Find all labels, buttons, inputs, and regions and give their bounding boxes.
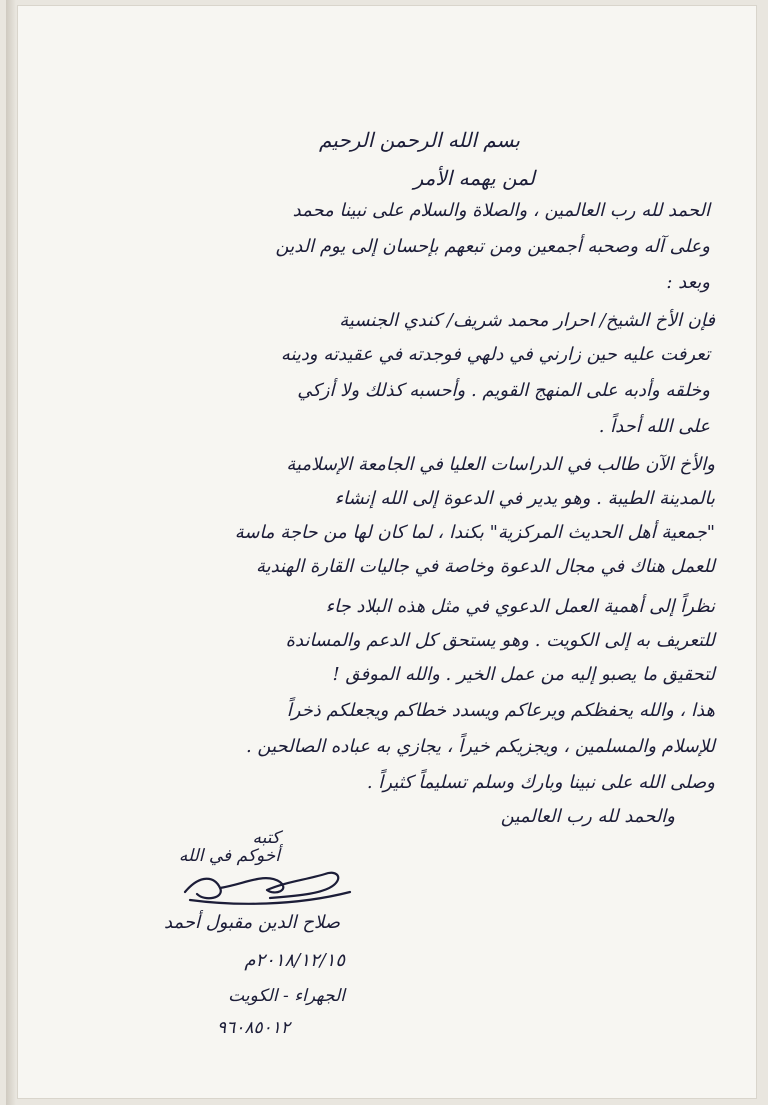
letter-line: على الله أحداً .: [598, 416, 710, 437]
letter-date: ٢٠١٨/١٢/١٥م: [244, 950, 345, 971]
sender-brother: أخوكم في الله: [178, 846, 280, 866]
letter-line: لتحقيق ما يصبو إليه من عمل الخير . والله الموفق !: [332, 664, 715, 685]
letter-line: وبعد :: [666, 272, 710, 293]
letter-line: للعمل هناك في مجال الدعوة وخاصة في جاليات القارة الهندية: [255, 556, 715, 577]
letter-line: "جمعية أهل الحديث المركزية" بكندا ، لما كان لها من حاجة ماسة: [234, 522, 715, 543]
letter-line: تعرفت عليه حين زارني في دلهي فوجدته في عقيدته ودينه: [280, 344, 710, 365]
written-by: كتبه: [252, 828, 280, 848]
letter-line: فإن الأخ الشيخ/ احرار محمد شريف/ كندي الجنسية: [339, 310, 715, 331]
letter-line: بالمدينة الطيبة . وهو يدير في الدعوة إلى الله إنشاء: [334, 488, 715, 509]
letter-line: نظراً إلى أهمية العمل الدعوي في مثل هذه البلاد جاء: [325, 596, 715, 617]
signatory-name: صلاح الدين مقبول أحمد: [164, 912, 340, 933]
letter-line: وخلقه وأدبه على المنهج القويم . وأحسبه كذلك ولا أزكي: [297, 380, 710, 401]
letter-line: وعلى آله وصحبه أجمعين ومن تبعهم بإحسان إلى يوم الدين: [275, 236, 710, 257]
signature-image: [175, 862, 355, 912]
basmala: بسم الله الرحمن الرحيم: [318, 128, 520, 152]
letter-line: وصلى الله على نبينا وبارك وسلم تسليماً كثيراً .: [366, 772, 715, 793]
signatory-phone: ٩٦٠٨٥٠١٢: [216, 1018, 290, 1038]
paper-edge: [6, 0, 16, 1105]
letter-line: للتعريف به إلى الكويت . وهو يستحق كل الدعم والمساندة: [285, 630, 715, 651]
letter-line: والأخ الآن طالب في الدراسات العليا في الجامعة الإسلامية: [286, 454, 715, 475]
signatory-location: الجهراء - الكويت: [228, 986, 345, 1006]
letter-line: والحمد لله رب العالمين: [500, 806, 675, 827]
to-whom-it-may-concern: لمن يهمه الأمر: [413, 166, 535, 190]
letter-line: للإسلام والمسلمين ، ويجزيكم خيراً ، يجازي به عباده الصالحين .: [245, 736, 715, 757]
letter-line: الحمد لله رب العالمين ، والصلاة والسلام على نبينا محمد: [292, 200, 710, 221]
letter-line: هذا ، والله يحفظكم ويرعاكم ويسدد خطاكم ويجعلكم ذخراً: [286, 700, 715, 721]
